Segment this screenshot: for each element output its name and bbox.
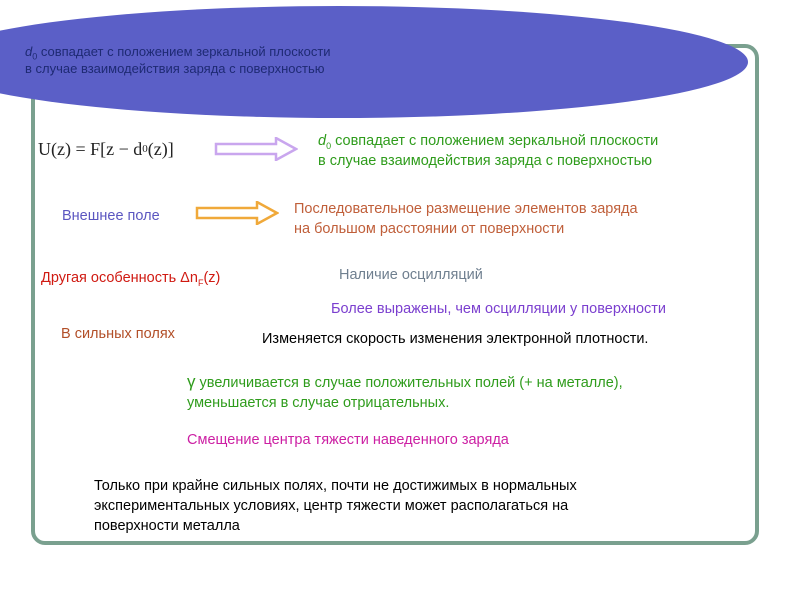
external-field-label: Внешнее поле — [62, 208, 160, 224]
banner-line-1: $d_0$ совпадает с положением зеркальной плоскости — [25, 44, 331, 62]
density-change-text: Изменяется скорость изменения электронной плотности. — [262, 331, 649, 347]
banner-line-2: в случае взаимодействия заряда с поверхностью — [25, 61, 325, 76]
banner-text — [25, 43, 505, 77]
charge-placement-text: Последовательное размещение элементов заряда на большом расстоянии от поверхности — [294, 201, 638, 237]
mirror-plane-text: $d_0$ совпадает с положением зеркальной плоскости в случае взаимодействия заряда с поверхностью — [318, 133, 659, 169]
oscillations-comparison-text: Более выражены, чем осцилляции у поверхности — [331, 301, 667, 317]
formula: U(z) = F[z − d 0 (z)] — [38, 138, 174, 159]
strong-fields-label: В сильных полях — [61, 326, 175, 342]
arrow-right-icon — [195, 201, 279, 225]
oscillations-text: Наличие осцилляций — [339, 267, 483, 283]
slide-frame — [31, 44, 759, 545]
strong-field-note: Только при крайне сильных полях, почти не достижимых в нормальных экспериментальных условиях, центр тяжести может располагаться на поверхности металла — [94, 478, 577, 534]
gamma-text: γ увеличивается в случае положительных полей (+ на металле), уменьшается в случае отрицательных. — [187, 372, 623, 411]
arrow-right-icon — [214, 137, 298, 161]
other-feature-label: Другая особенность $\Delta n_F(z)$ — [41, 270, 221, 288]
center-shift-text: Смещение центра тяжести наведенного заряда — [187, 432, 509, 448]
